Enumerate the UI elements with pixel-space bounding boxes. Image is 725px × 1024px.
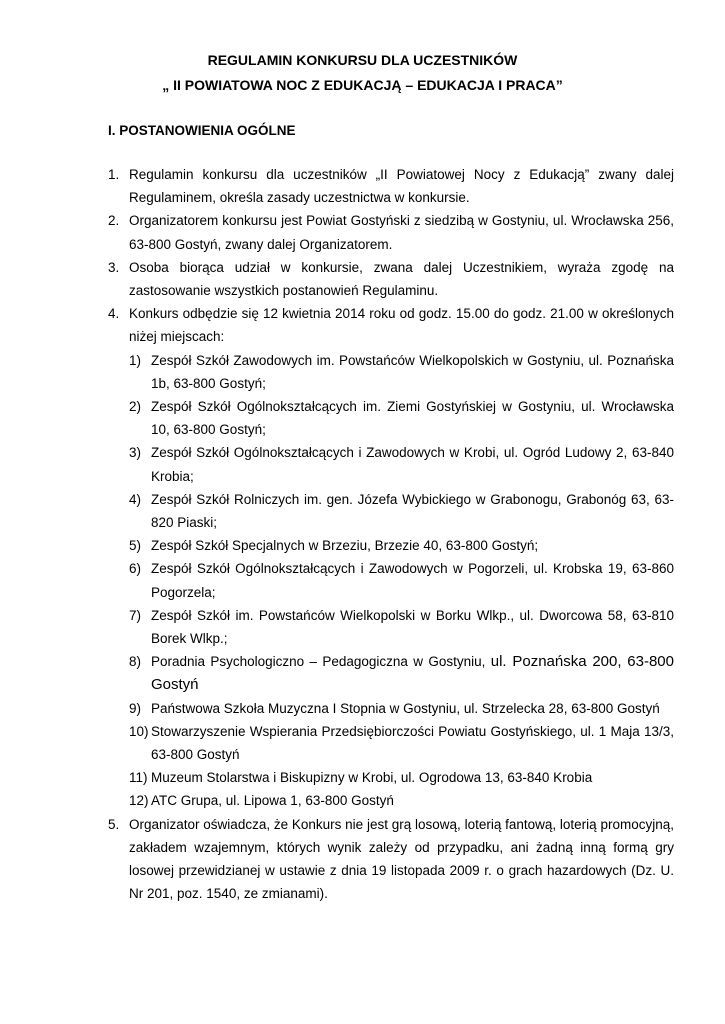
location-item-1 (108, 349, 674, 395)
location-text: Zespół Szkół Ogólnokształcących i Zawodowych w Pogorzeli, ul. Krobska 19, 63-860 Pogorzela; (151, 561, 674, 600)
list-item-3 (108, 256, 674, 302)
location-text: Zespół Szkół Specjalnych w Brzeziu, Brzezie 40, 63-800 Gostyń; (151, 538, 539, 554)
document-title-line1: REGULAMIN KONKURSU DLA UCZESTNIKÓW (207, 52, 518, 68)
list-item-number: 2. (108, 213, 120, 229)
location-item-7 (108, 604, 674, 650)
location-item-11 (108, 766, 674, 789)
list-item-4 (108, 302, 674, 348)
list-item-text: Osoba biorąca udział w konkursie, zwana dalej Uczestnikiem, wyraża zgodę na zastosowanie wszystkich postanowień Regulaminu. (129, 259, 674, 299)
location-text: Poradnia Psychologiczno – Pedagogiczna w Gostyniu, (151, 654, 486, 670)
location-item-10 (108, 720, 674, 766)
list-item-text: Konkurs odbędzie się 12 kwietnia 2014 roku od godz. 15.00 do godz. 21.00 w określonych niżej miejscach: (129, 306, 674, 345)
location-number: 6) (129, 561, 142, 577)
location-number: 2) (129, 399, 142, 415)
location-number: 7) (129, 607, 142, 623)
location-text: Muzeum Stolarstwa i Biskupizny w Krobi, ul. Ogrodowa 13, 63-840 Krobia (151, 770, 593, 786)
location-item-2 (108, 395, 674, 441)
regulations-list (108, 163, 674, 906)
location-item-8 (108, 650, 674, 696)
location-text: Zespół Szkół Ogólnokształcących im. Ziemi Gostyńskiej w Gostyniu, ul. Wrocławska 10, 63-800 Gostyń; (151, 399, 674, 438)
location-number: 8) (129, 654, 142, 670)
location-number: 4) (129, 491, 142, 507)
list-item-number: 4. (108, 306, 120, 322)
location-item-3 (108, 441, 674, 487)
locations-wrapper (108, 349, 674, 813)
location-item-6 (108, 557, 674, 603)
location-number: 11) (129, 770, 148, 786)
location-text: Zespół Szkół Rolniczych im. gen. Józefa Wybickiego w Grabonogu, Grabonóg 63, 63-820 Piaski; (151, 491, 674, 531)
location-text: ATC Grupa, ul. Lipowa 1, 63-800 Gostyń (151, 793, 394, 809)
location-number: 10) (129, 723, 149, 739)
location-address-large: ul. Poznańska 200, 63-800 Gostyń (151, 653, 674, 694)
location-number: 12) (129, 793, 149, 809)
location-text: Zespół Szkół im. Powstańców Wielkopolski w Borku Wlkp., ul. Dworcowa 58, 63-810 Borek Wlkp.; (151, 607, 674, 647)
list-item-text: Organizator oświadcza, że Konkurs nie jest grą losową, loterią fantową, loterią promocyjną, zakładem wzajemnym, których wynik zależy od przypadku, ani żadną inną formą gry losowej przewidzianej w ustawie z dnia 19 listopada 2009 r. o grach hazardowych (Dz. U. Nr 201, poz. 1540, ze zmianami). (129, 816, 674, 902)
location-text: Stowarzyszenie Wspierania Przedsiębiorczości Powiatu Gostyńskiego, ul. 1 Maja 13/3, 63-800 Gostyń (151, 723, 674, 763)
location-text: Państwowa Szkoła Muzyczna I Stopnia w Gostyniu, ul. Strzelecka 28, 63-800 Gostyń (151, 700, 660, 716)
location-item-9 (108, 697, 674, 720)
list-item-number: 3. (108, 259, 120, 275)
locations-list (108, 349, 674, 813)
location-text: Zespół Szkół Ogólnokształcących i Zawodowych w Krobi, ul. Ogród Ludowy 2, 63-840 Krobia; (151, 445, 674, 484)
list-item-2 (108, 209, 674, 255)
list-item-text: Regulamin konkursu dla uczestników „II Powiatowej Nocy z Edukacją” zwany dalej Regulaminem, określa zasady uczestnictwa w konkursie. (129, 167, 674, 206)
list-item-number: 1. (108, 167, 120, 182)
location-text: Zespół Szkół Zawodowych im. Powstańców Wielkopolskich w Gostyniu, ul. Poznańska 1b, 63-800 Gostyń; (151, 352, 674, 391)
location-item-12 (108, 789, 674, 812)
section-heading: I. POSTANOWIENIA OGÓLNE (108, 123, 296, 138)
location-item-4 (108, 488, 674, 534)
location-item-5 (108, 534, 674, 557)
list-item-number: 5. (108, 816, 120, 832)
list-item-1 (108, 163, 674, 209)
location-number: 5) (129, 538, 142, 554)
document-title-line2: „ II POWIATOWA NOC Z EDUKACJĄ – EDUKACJA I PRACA” (162, 77, 563, 93)
list-item-5 (108, 813, 674, 906)
list-item-text: Organizatorem konkursu jest Powiat Gostyński z siedzibą w Gostyniu, ul. Wrocławska 256, 63-800 Gostyń, zwany dalej Organizatorem. (129, 213, 674, 252)
location-number: 3) (129, 445, 142, 461)
location-number: 1) (129, 352, 142, 368)
location-number: 9) (129, 700, 142, 716)
